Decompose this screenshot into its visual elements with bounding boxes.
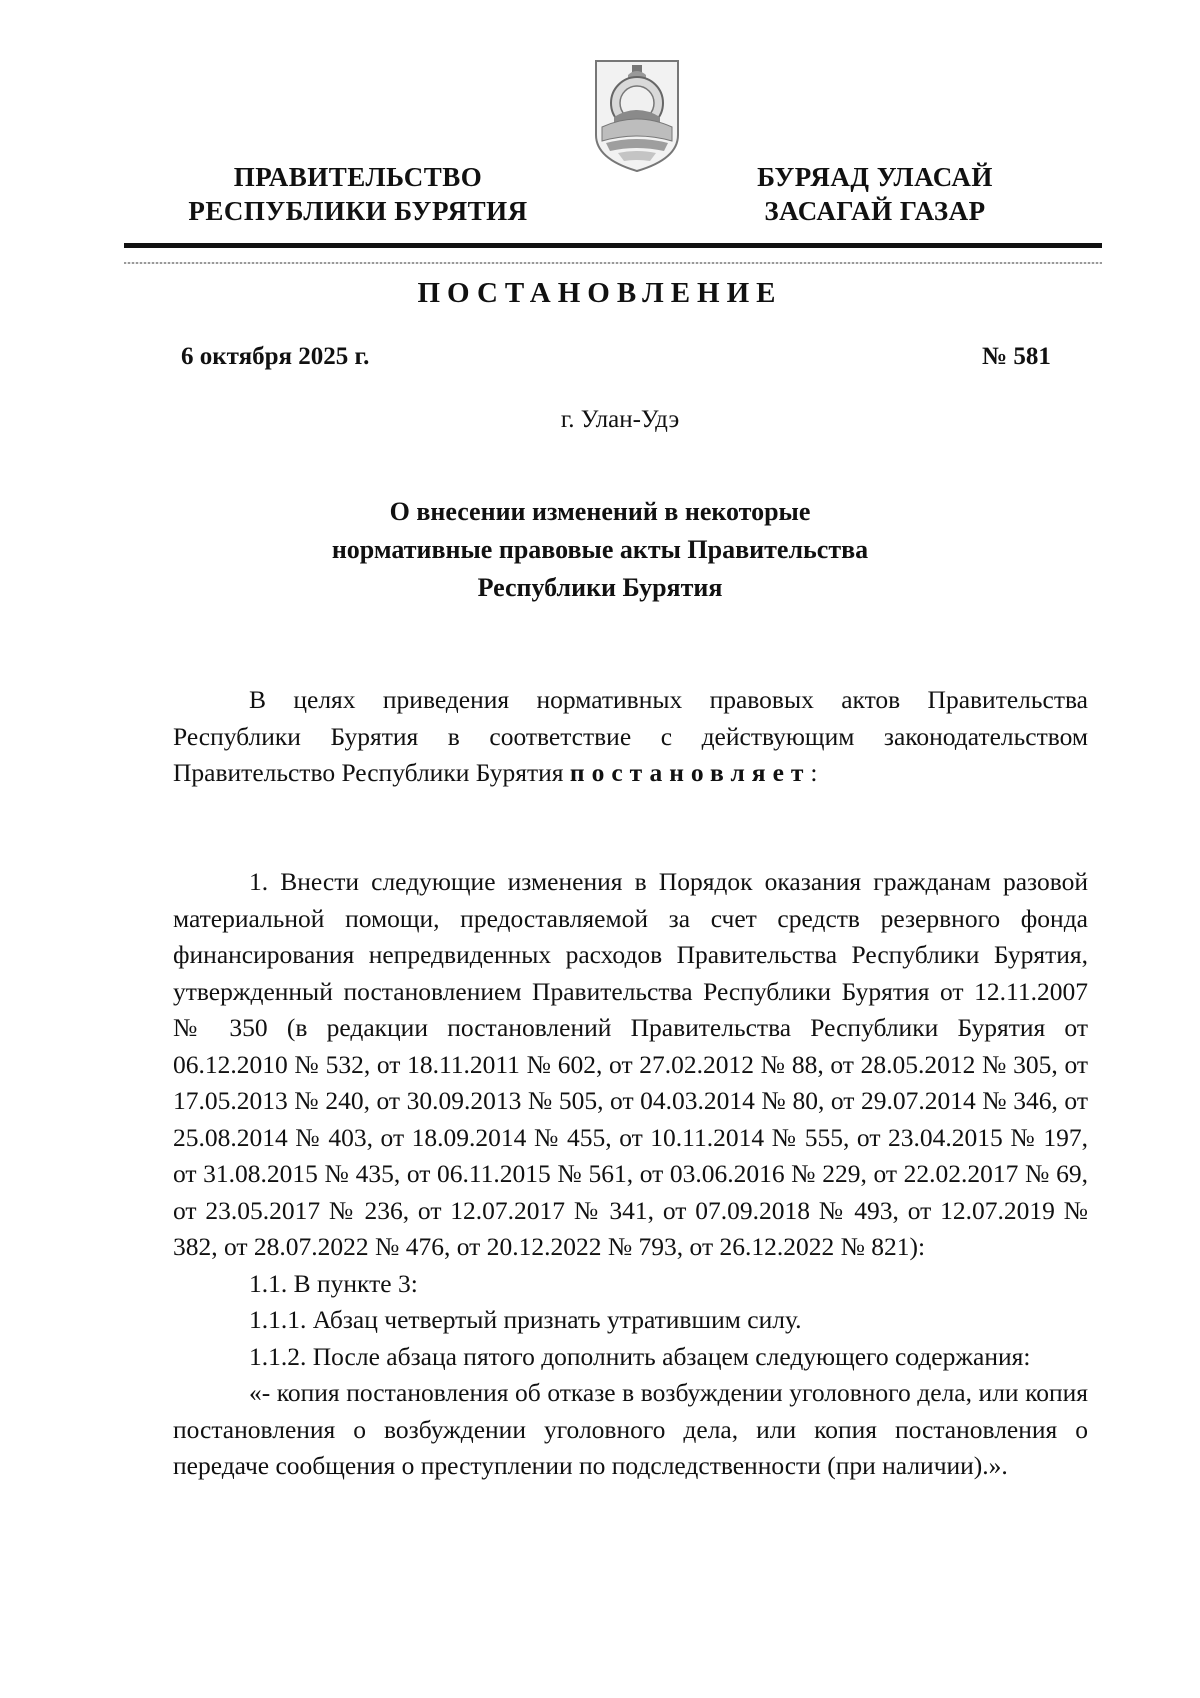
- organization-name-russian: [168, 160, 548, 228]
- organization-name-buryat: [735, 160, 1015, 228]
- document-title: [0, 493, 1200, 607]
- paragraph-1: 1. Внести следующие изменения в Порядок оказания гражданам разовой материальной помощи, предоставляемой за счет средств резервного фонда финансирования непредвиденных расходов Правительства Республики Бурятия, утвержденный постановлением Правительства Республики Бурятия от 12.11.2007 № 350 (в редакции постановлений Правительства Республики Бурятия от 06.12.2010 № 532, от 18.11.2011 № 602, от 27.02.2012 № 88, от 28.05.2012 № 305, от 17.05.2013 № 240, от 30.09.2013 № 505, от 04.03.2014 № 80, от 29.07.2014 № 346, от 25.08.2014 № 403, от 18.09.2014 № 455, от 10.11.2014 № 555, от 23.04.2015 № 197, от 31.08.2015 № 435, от 06.11.2015 № 561, от 03.06.2016 № 229, от 22.02.2017 № 69, от 23.05.2017 № 236, от 12.07.2017 № 341, от 07.09.2018 № 493, от 12.07.2019 № 382, от 28.07.2022 № 476, от 20.12.2022 № 793, от 26.12.2022 № 821):: [173, 867, 1088, 1261]
- org-bua-line2: ЗАСАГАЙ ГАЗАР: [764, 196, 986, 226]
- main-body: [173, 864, 1088, 1485]
- org-ru-line2: РЕСПУБЛИКИ БУРЯТИЯ: [188, 196, 528, 226]
- header-divider-thick: [124, 243, 1102, 248]
- header-divider-thin: [124, 262, 1102, 264]
- paragraph-quote: «- копия постановления об отказе в возбуждении уголовного дела, или копия постановления о возбуждении уголовного дела, или копия постановления о передаче сообщения о преступлении по подследственности (при наличии).».: [173, 1378, 1088, 1480]
- title-line-1: О внесении изменений в некоторые: [389, 497, 811, 526]
- coat-of-arms-icon: [592, 55, 682, 173]
- paragraph-1-1-2: 1.1.2. После абзаца пятого дополнить абзацем следующего содержания:: [249, 1341, 1031, 1371]
- intro-text: В целях приведения нормативных правовых актов Правительства Республики Бурятия в соответствие с действующим законодательством Правительство Республики Бурятия: [173, 685, 1088, 787]
- intro-end: :: [810, 758, 818, 787]
- org-bua-line1: БУРЯАД УЛАСАЙ: [757, 162, 993, 192]
- org-ru-line1: ПРАВИТЕЛЬСТВО: [233, 162, 483, 192]
- intro-keyword: постановляет: [569, 758, 811, 787]
- document-number: № 581: [982, 343, 1051, 370]
- paragraph-1-1: 1.1. В пункте 3:: [249, 1268, 418, 1298]
- document-type: ПОСТАНОВЛЕНИЕ: [417, 277, 783, 309]
- title-line-2: нормативные правовые акты Правительства: [331, 535, 869, 564]
- document-city: г. Улан-Удэ: [560, 406, 680, 433]
- document-date: 6 октября 2025 г.: [181, 343, 370, 370]
- paragraph-1-1-1: 1.1.1. Абзац четвертый признать утратившим силу.: [249, 1305, 802, 1334]
- intro-paragraph: [173, 682, 1088, 792]
- title-line-3: Республики Бурятия: [477, 573, 723, 602]
